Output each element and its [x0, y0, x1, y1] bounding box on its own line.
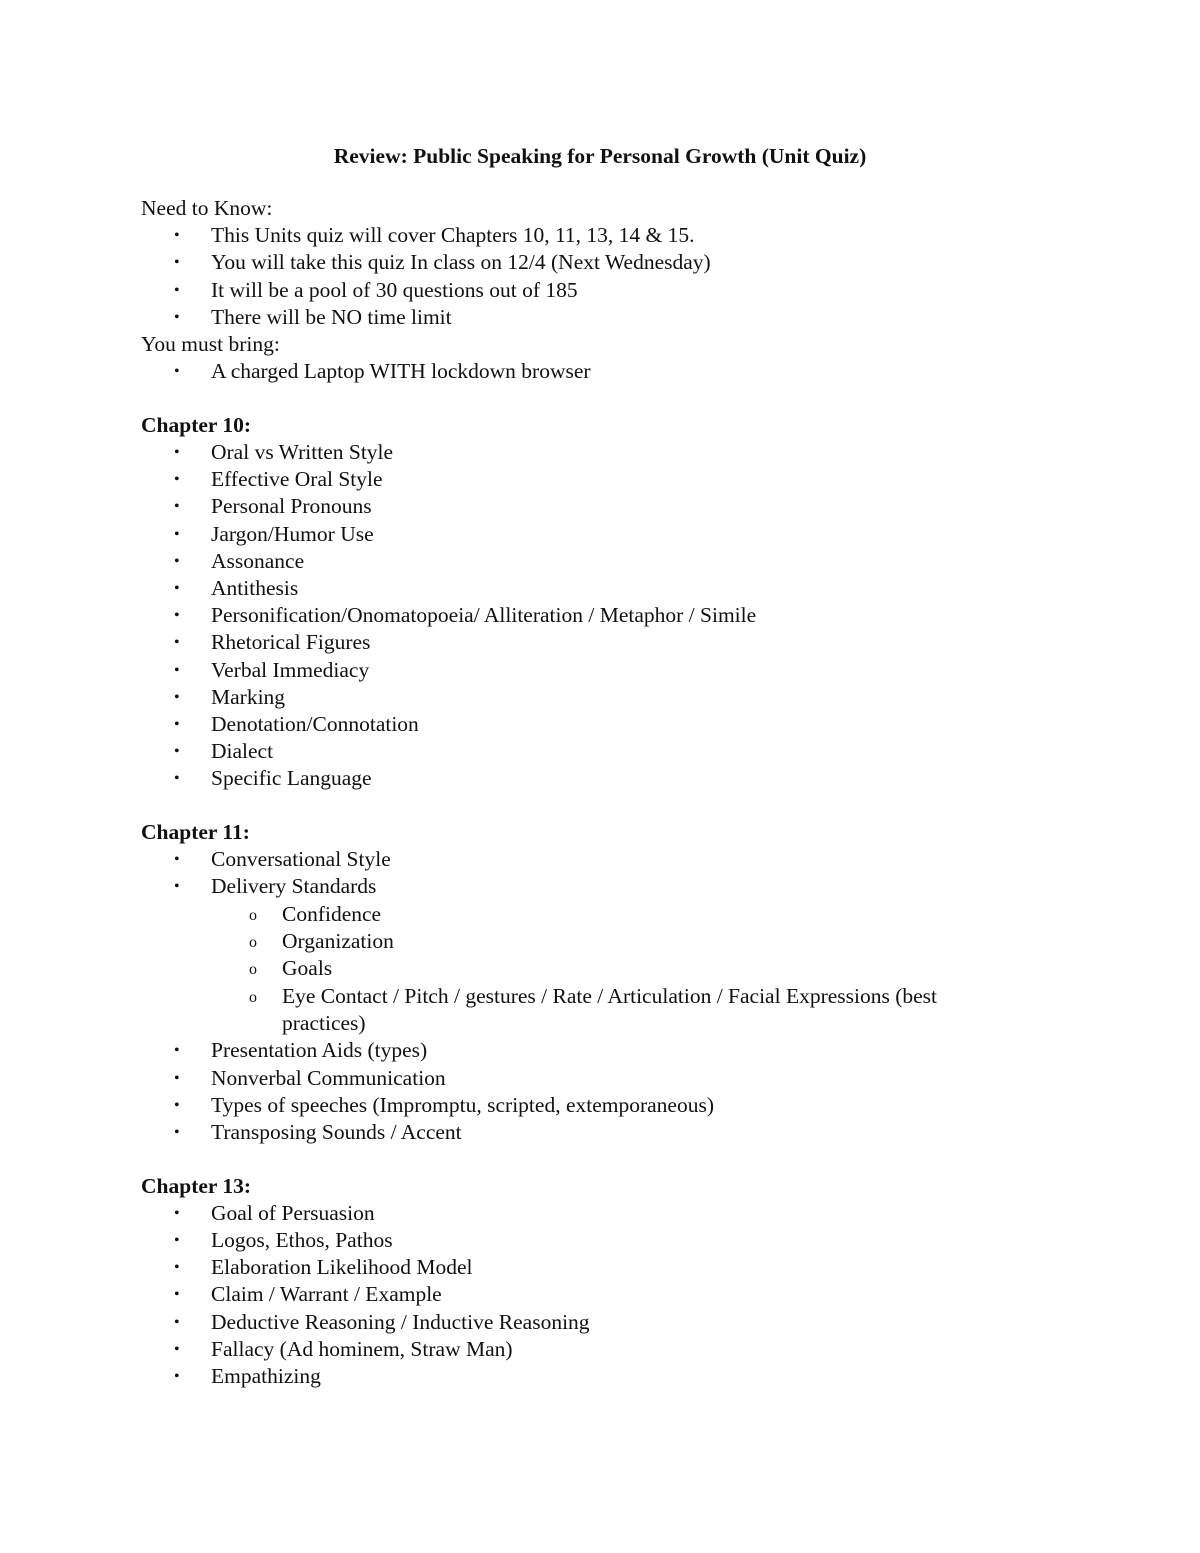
list-item — [141, 575, 1041, 602]
list-item-text: Jargon/Humor Use — [211, 521, 374, 546]
list-item-text: This Units quiz will cover Chapters 10, 11, 13, 14 & 15. — [211, 223, 695, 248]
bullet-icon: • — [174, 281, 180, 299]
list-item-text: Fallacy (Ad hominem, Straw Man) — [211, 1336, 513, 1361]
bullet-icon: • — [174, 1069, 180, 1087]
bullet-icon: • — [174, 688, 180, 706]
list-item — [141, 1309, 1041, 1336]
sub-list-item — [141, 901, 1041, 928]
bullet-icon: • — [174, 579, 180, 597]
list-item — [141, 873, 1041, 900]
chapter-13-heading: Chapter 13: — [141, 1173, 252, 1198]
sub-list-item-text: practices) — [282, 1011, 366, 1036]
bullet-icon: • — [174, 770, 180, 788]
list-item — [141, 711, 1041, 738]
list-item — [141, 1037, 1041, 1064]
sub-list-item-text: Goals — [282, 956, 333, 981]
bullet-icon: • — [174, 1232, 180, 1250]
bullet-icon: • — [174, 498, 180, 516]
list-item-text: Rhetorical Figures — [211, 630, 371, 655]
list-item — [141, 1065, 1041, 1092]
sub-list-item — [141, 983, 1041, 1010]
list-item-text: Personification/Onomatopoeia/ Alliteration / Metaphor / Simile — [211, 603, 757, 628]
bullet-icon: • — [174, 634, 180, 652]
chapter-10-heading: Chapter 10: — [141, 412, 252, 437]
section-spacer — [141, 792, 1041, 819]
section-spacer — [141, 385, 1041, 412]
list-item — [141, 439, 1041, 466]
circle-bullet-icon: o — [249, 906, 257, 924]
bullet-icon: • — [174, 444, 180, 461]
bullet-icon: • — [174, 227, 180, 245]
list-item — [141, 684, 1041, 711]
bullet-icon: • — [174, 1340, 180, 1358]
list-item — [141, 1092, 1041, 1119]
list-item-text: Assonance — [211, 548, 305, 573]
list-item — [141, 657, 1041, 684]
sub-list-item-text: Eye Contact / Pitch / gestures / Rate / Articulation / Facial Expressions (best — [282, 983, 938, 1008]
bullet-icon: • — [174, 1259, 180, 1277]
list-item-text: Empathizing — [211, 1364, 321, 1389]
circle-bullet-icon: o — [249, 988, 257, 1006]
list-item — [141, 493, 1041, 520]
bullet-icon: • — [174, 851, 180, 869]
list-item — [141, 765, 1041, 792]
list-item — [141, 846, 1041, 873]
list-item — [141, 1227, 1041, 1254]
bullet-icon: • — [174, 607, 180, 625]
list-item — [141, 629, 1041, 656]
need-to-know-heading: Need to Know: — [141, 196, 273, 220]
bullet-icon: • — [174, 1042, 180, 1060]
list-item-text: Types of speeches (Impromptu, scripted, extemporaneous) — [211, 1092, 714, 1117]
list-item — [141, 1119, 1041, 1146]
bullet-icon: • — [174, 525, 180, 543]
bullet-icon: • — [174, 1313, 180, 1331]
list-item-text: It will be a pool of 30 questions out of 185 — [211, 277, 578, 302]
list-item-text: A charged Laptop WITH lockdown browser — [211, 359, 591, 384]
list-item — [141, 358, 1041, 385]
list-item-text: Transposing Sounds / Accent — [211, 1120, 462, 1145]
bullet-icon: • — [174, 715, 180, 733]
list-item-text: Oral vs Written Style — [211, 440, 394, 464]
list-item-text: Goal of Persuasion — [211, 1200, 375, 1225]
list-item-text: Effective Oral Style — [211, 467, 383, 492]
document-body — [141, 195, 1041, 1390]
list-item-text: Conversational Style — [211, 847, 391, 872]
list-item-text: There will be NO time limit — [211, 304, 452, 329]
list-item — [141, 548, 1041, 575]
bullet-icon: • — [174, 308, 180, 326]
sub-list-item-text: Organization — [282, 928, 394, 953]
list-item-text: Personal Pronouns — [211, 494, 372, 519]
document-title: Review: Public Speaking for Personal Growth (Unit Quiz) — [333, 144, 867, 168]
list-item-text: Nonverbal Communication — [211, 1065, 446, 1090]
bullet-icon: • — [174, 661, 180, 679]
section-spacer — [141, 1146, 1041, 1173]
bullet-icon: • — [174, 552, 180, 570]
circle-bullet-icon: o — [249, 933, 257, 951]
list-item-text: Verbal Immediacy — [211, 657, 370, 682]
bullet-icon: • — [174, 471, 180, 489]
list-item — [141, 738, 1041, 765]
bullet-icon: • — [174, 1204, 180, 1222]
list-item — [141, 1281, 1041, 1308]
bullet-icon: • — [174, 363, 180, 381]
list-item-text: Denotation/Connotation — [211, 711, 419, 736]
bullet-icon: • — [174, 254, 180, 272]
list-item-text: Marking — [211, 684, 286, 709]
bullet-icon: • — [174, 1124, 180, 1142]
list-item-text: Dialect — [211, 739, 274, 764]
bullet-icon: • — [174, 743, 180, 761]
list-item-text: Delivery Standards — [211, 874, 377, 899]
list-item — [141, 466, 1041, 493]
list-item-text: Antithesis — [211, 575, 299, 600]
list-item-text: Logos, Ethos, Pathos — [211, 1228, 393, 1253]
list-item — [141, 277, 1041, 304]
circle-bullet-icon: o — [249, 961, 257, 979]
list-item-text: Presentation Aids (types) — [211, 1038, 428, 1063]
must-bring-heading: You must bring: — [141, 331, 280, 356]
list-item-text: Deductive Reasoning / Inductive Reasoning — [211, 1309, 590, 1334]
chapter-11-heading: Chapter 11: — [141, 819, 250, 844]
list-item — [141, 1336, 1041, 1363]
list-item-text: Claim / Warrant / Example — [211, 1282, 442, 1307]
list-item — [141, 602, 1041, 629]
list-item — [141, 1363, 1041, 1390]
sub-list-item — [141, 955, 1041, 982]
list-item — [141, 1200, 1041, 1227]
list-item-text: You will take this quiz In class on 12/4 (Next Wednesday) — [211, 250, 711, 275]
sub-list-item-text: Confidence — [282, 901, 382, 926]
list-item — [141, 249, 1041, 276]
bullet-icon: • — [174, 1368, 180, 1386]
bullet-icon: • — [174, 878, 180, 896]
bullet-icon: • — [174, 1096, 180, 1114]
list-item — [141, 222, 1041, 249]
sub-list-item-continuation — [141, 1010, 1041, 1037]
list-item-text: Specific Language — [211, 766, 372, 791]
sub-list-item — [141, 928, 1041, 955]
list-item-text: Elaboration Likelihood Model — [211, 1255, 473, 1280]
bullet-icon: • — [174, 1286, 180, 1304]
list-item — [141, 521, 1041, 548]
list-item — [141, 1254, 1041, 1281]
list-item — [141, 304, 1041, 331]
